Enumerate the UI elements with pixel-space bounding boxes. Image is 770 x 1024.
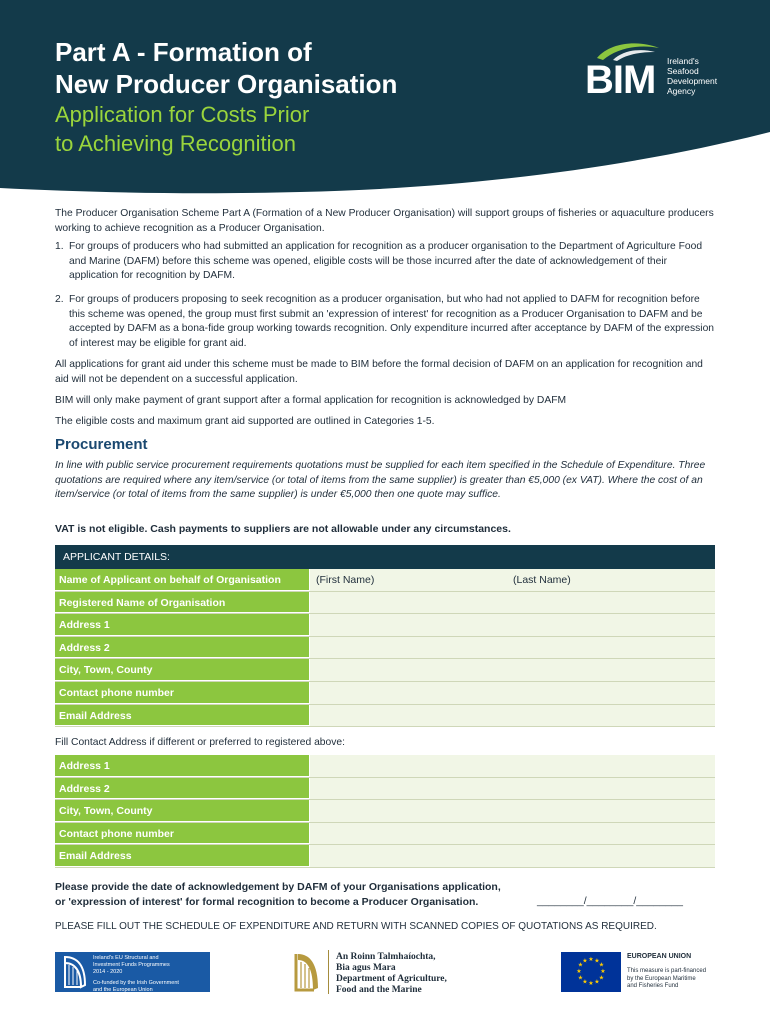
address-2-input[interactable] [309,637,715,659]
page-subtitle [55,100,309,158]
logo-tagline-line: Seafood [667,66,699,76]
department-agriculture-logo [290,950,470,994]
eu-body-line: and Fisheries Fund [627,983,679,989]
eu-funds-line: Ireland's EU Structural and [93,955,159,961]
field-label: Address 1 [55,614,309,636]
field-label: Contact phone number [55,823,309,845]
dept-english-line: Food and the Marine [336,985,422,995]
applicant-details-table [55,545,715,727]
title-line-2: New Producer Organisation [55,69,398,99]
eu-stars-icon [561,952,621,992]
list-text: For groups of producers who had submitted an application for recognition as a producer organisation to the Department of Agriculture Food and Marine (DAFM) before this scheme was opened, eligible costs will be those incurred after the date of acknowledgement of their application for recognition by DAFM. [69,241,703,281]
logo-divider [328,950,329,994]
page-title [55,36,397,100]
harp-icon [59,955,89,989]
field-label: City, Town, County [55,659,309,681]
acknowledgement-prompt [55,880,501,910]
list-number: 1. [55,241,64,252]
table-row [55,778,715,801]
eu-heading: EUROPEAN UNION [627,953,692,960]
svg-text:★: ★ [588,956,594,963]
table-row [55,614,715,637]
eu-funds-line: 2014 - 2020 [93,969,123,975]
logo-tagline-line: Ireland's [667,56,699,66]
first-name-placeholder: (First Name) [316,574,375,586]
city-town-county-input[interactable] [309,659,715,681]
contact-phone-input[interactable] [309,823,715,845]
logo-tagline-line: Development [667,76,718,86]
table-row [55,755,715,778]
harp-icon [290,950,322,994]
subtitle-line-1: Application for Costs Prior [55,102,310,127]
list-number: 2. [55,294,64,305]
acknowledgement-line-1: Please provide the date of acknowledgement by DAFM of your Organisations application, [55,881,501,893]
list-item [55,240,715,284]
field-label: Email Address [55,845,309,867]
field-label: Name of Applicant on behalf of Organisation [55,569,309,591]
department-english-name [336,974,447,996]
field-label: Address 2 [55,637,309,659]
title-line-1: Part A - Formation of [55,37,312,67]
logo-tagline [667,56,737,96]
registered-name-input[interactable] [309,592,715,614]
email-input[interactable] [309,705,715,727]
header-banner [0,0,770,200]
field-label: Address 2 [55,778,309,800]
svg-text:★: ★ [576,968,582,975]
svg-text:★: ★ [594,978,600,986]
table-row [55,682,715,705]
contact-address-table [55,755,715,868]
eu-funds-text [93,955,208,994]
field-label: Contact phone number [55,682,309,704]
applications-paragraph: All applications for grant aid under this scheme must be made to BIM before the formal decision of DAFM on an application for recognition and aid will not be dependent on a successful application. [55,359,703,385]
department-irish-name [336,952,436,974]
subtitle-line-2: to Achieving Recognition [55,131,296,156]
field-label: Registered Name of Organisation [55,592,309,614]
field-label: City, Town, County [55,800,309,822]
eu-funding-statement [627,952,727,991]
dept-irish-line: Bia agus Mara [336,963,396,973]
list-item [55,293,715,351]
eu-body [627,968,727,991]
eu-structural-funds-logo [55,952,210,992]
svg-text:★: ★ [600,968,606,975]
instruction-text: PLEASE FILL OUT THE SCHEDULE OF EXPENDITURE AND RETURN WITH SCANNED COPIES OF QUOTATIONS AS REQUIRED. [55,921,657,932]
table-row [55,845,715,868]
table-row [55,569,715,592]
svg-text:★: ★ [582,957,588,965]
table-row [55,800,715,823]
acknowledgement-date-field[interactable]: ________/________/________ [537,895,683,907]
eu-funds-line: Investment Funds Programmes [93,962,170,968]
svg-text:★: ★ [594,957,600,965]
table-row [55,637,715,660]
procurement-heading: Procurement [55,436,148,453]
eu-body-line: This measure is part-financed [627,968,707,974]
svg-text:★: ★ [582,978,588,986]
eu-funds-line: Co-funded by the Irish Government [93,980,179,986]
contact-address-note: Fill Contact Address if different or preferred to registered above: [55,737,345,748]
svg-text:★: ★ [598,974,605,982]
table-heading: APPLICANT DETAILS: [55,545,715,569]
list-text: For groups of producers proposing to seek recognition as a producer organisation, but who had not applied to DAFM for recognition before this scheme was opened, the group must first submit an 'expression of interest' for recognition as a Producer Organisation to DAFM and be accepted by DAFM as a bona-fide group working towards recognition. Only expenditure incurred after acceptance by DAFM of the expression of interest may be eligible for grant aid. [69,294,715,349]
table-row [55,592,715,615]
svg-text:★: ★ [577,974,584,982]
address-1-input[interactable] [309,614,715,636]
contact-city-input[interactable] [309,800,715,822]
logo-tagline-line: Agency [667,86,696,96]
contact-address-2-input[interactable] [309,778,715,800]
table-row [55,823,715,846]
field-label: Email Address [55,705,309,727]
intro-paragraph: The Producer Organisation Scheme Part A (Formation of a New Producer Organisation) will support groups of fisheries or aquaculture producers working to achieve recognition as a Producer Organisation. [55,208,714,234]
vat-note: VAT is not eligible. Cash payments to suppliers are not allowable under any circumstances. [55,523,511,535]
contact-email-input[interactable] [309,845,715,867]
payment-paragraph: BIM will only make payment of grant support after a formal application for recognition is acknowledged by DAFM [55,395,567,406]
applicant-name-input[interactable] [309,569,715,591]
last-name-placeholder: (Last Name) [513,574,571,586]
table-row [55,705,715,728]
eu-funds-line: and the European Union [93,987,153,993]
acknowledgement-line-2: or 'expression of interest' for formal recognition to become a Producer Organisation. [55,896,479,908]
bim-logo [585,40,735,110]
logo-wordmark: BIM [585,58,656,102]
field-label: Address 1 [55,755,309,777]
dept-english-line: Department of Agriculture, [336,974,447,984]
svg-text:★: ★ [577,961,584,969]
svg-text:★: ★ [598,961,605,969]
eu-flag-icon [561,952,621,992]
eu-body-line: by the European Maritime [627,975,696,982]
dept-irish-line: An Roinn Talmhaíochta, [336,952,436,962]
procurement-text: In line with public service procurement requirements quotations must be supplied for each item specified in the Schedule of Expenditure. Three quotations are required where any item/service (or total of items from the same supplier) is greater than €5,000 (ex VAT). Where the cost of an item/service (or total of items from the same supplier) is under €5,000 then one quote may suffice. [55,460,706,500]
table-row [55,659,715,682]
contact-phone-input[interactable] [309,682,715,704]
svg-text:★: ★ [588,980,594,987]
eligible-costs-paragraph: The eligible costs and maximum grant aid supported are outlined in Categories 1-5. [55,416,435,427]
contact-address-1-input[interactable] [309,755,715,777]
